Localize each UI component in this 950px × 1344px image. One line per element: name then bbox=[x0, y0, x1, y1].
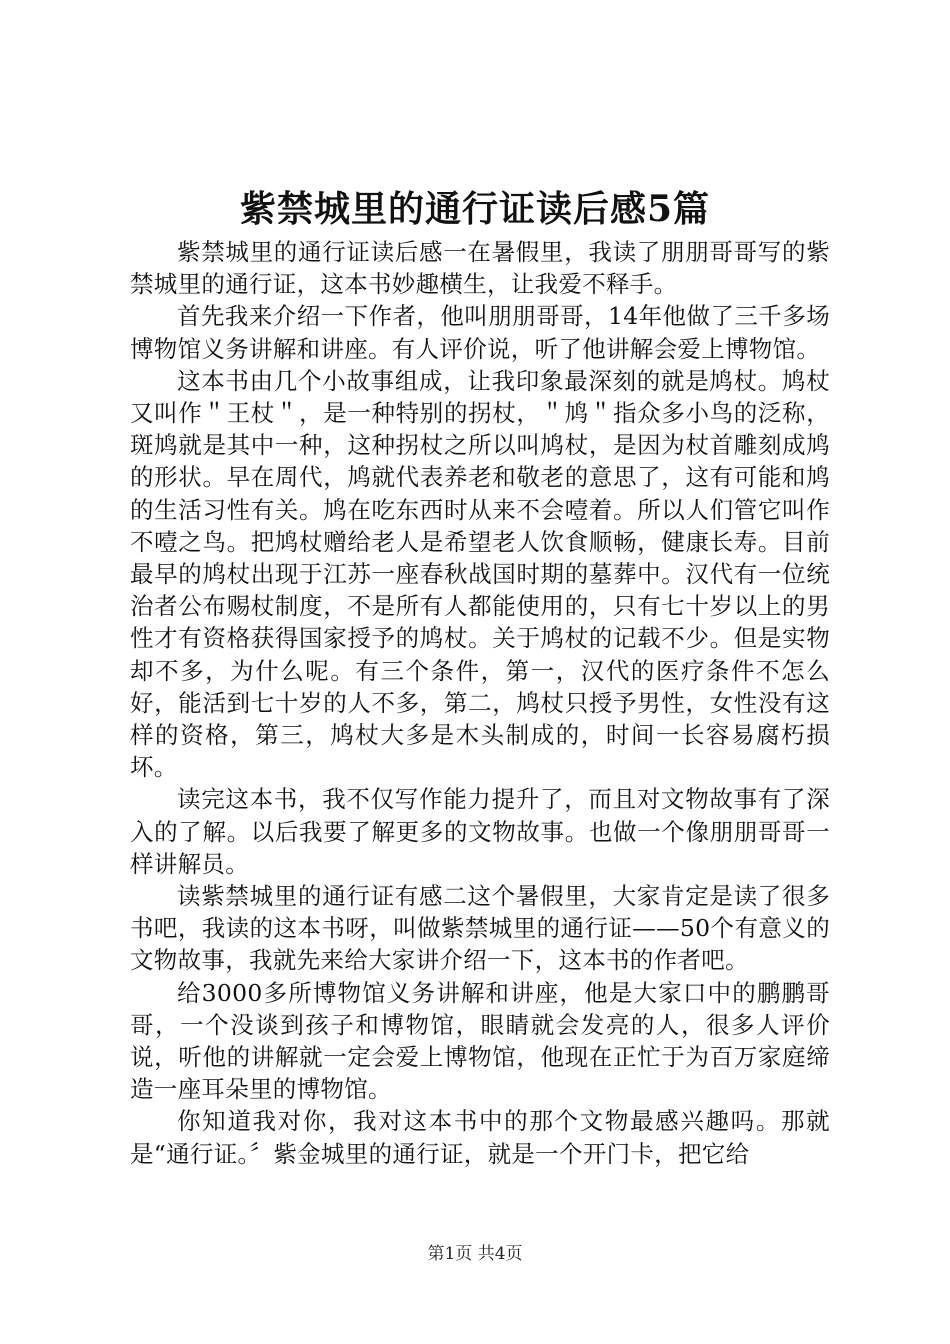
paragraph: 读完这本书，我不仅写作能力提升了，而且对文物故事有了深入的了解。以后我要了解更多的文物故事。也做一个像朋朋哥哥一样讲解员。 bbox=[130, 785, 830, 878]
document-title: 紫禁城里的通行证读后感5篇 bbox=[239, 188, 711, 230]
paragraph: 读紫禁城里的通行证有感二这个暑假里，大家肯定是读了很多书吧，我读的这本书呀，叫做紫禁城里的通行证——50个有意义的文物故事，我就先来给大家讲介绍一下，这本书的作者吧。 bbox=[130, 882, 830, 975]
document-body bbox=[130, 236, 830, 1170]
page-number-footer: 第1页 共4页 bbox=[427, 1244, 523, 1264]
paragraph: 这本书由几个小故事组成，让我印象最深刻的就是鸠杖。鸠杖又叫作＂王杖＂，是一种特别的拐杖，＂鸠＂指众多小鸟的泛称，斑鸠就是其中一种，这种拐杖之所以叫鸠杖，是因为杖首雕刻成鸠的形状。早在周代，鸠就代表养老和敬老的意思了，这有可能和鸠的生活习性有关。鸠在吃东西时从来不会噎着。所以人们管它叫作不噎之鸟。把鸠杖赠给老人是希望老人饮食顺畅，健康长寿。目前最早的鸠杖出现于江苏一座春秋战国时期的墓葬中。汉代有一位统治者公布赐杖制度，不是所有人都能使用的，只有七十岁以上的男性才有资格获得国家授予的鸠杖。关于鸠杖的记载不少。但是实物却不多，为什么呢。有三个条件，第一，汉代的医疗条件不怎么好，能活到七十岁的人不多，第二，鸠杖只授予男性，女性没有这样的资格，第三，鸠杖大多是木头制成的，时间一长容易腐朽损坏。 bbox=[130, 366, 830, 782]
paragraph: 你知道我对你，我对这本书中的那个文物最感兴趣吗。那就是“通行证。〞紫金城里的通行证，就是一个开门卡，把它给 bbox=[130, 1107, 830, 1168]
paragraph: 给3000多所博物馆义务讲解和讲座，他是大家口中的鹏鹏哥哥，一个没谈到孩子和博物馆，眼睛就会发亮的人，很多人评价说，听他的讲解就一定会爱上博物馆，他现在正忙于为百万家庭缔造一座耳朵里的博物馆。 bbox=[130, 978, 830, 1104]
paragraph: 紫禁城里的通行证读后感一在暑假里，我读了朋朋哥哥写的紫禁城里的通行证，这本书妙趣横生，让我爱不释手。 bbox=[130, 238, 830, 299]
paragraph: 首先我来介绍一下作者，他叫朋朋哥哥，14年他做了三千多场博物馆义务讲解和讲座。有人评价说，听了他讲解会爱上博物馆。 bbox=[130, 302, 830, 363]
